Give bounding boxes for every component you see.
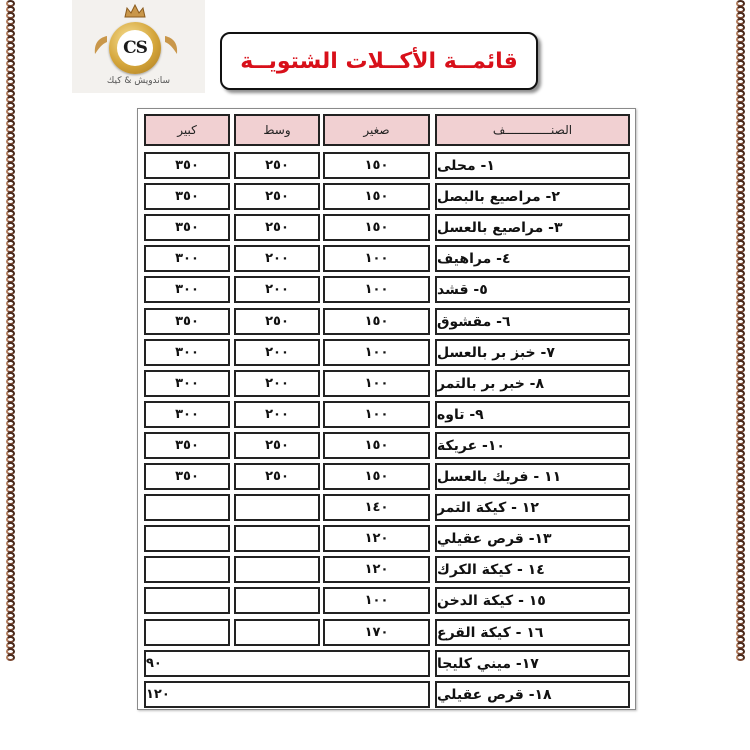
price-medium-cell bbox=[234, 556, 320, 583]
chain-link-icon bbox=[736, 654, 745, 661]
logo-letters: CS bbox=[117, 30, 153, 66]
header-large: كبير bbox=[144, 114, 230, 146]
price-medium-cell: ٢٠٠ bbox=[234, 276, 320, 303]
price-large-cell: ٣٠٠ bbox=[144, 245, 230, 272]
price-medium-cell: ٢٠٠ bbox=[234, 401, 320, 428]
price-small-cell: ١٠٠ bbox=[323, 587, 430, 614]
price-single-cell: ١٢٠ bbox=[144, 681, 430, 708]
price-large-cell: ٣٥٠ bbox=[144, 463, 230, 490]
price-medium-cell: ٢٥٠ bbox=[234, 463, 320, 490]
item-name-cell: ٦- مقشوق bbox=[435, 308, 630, 335]
price-large-cell bbox=[144, 619, 230, 646]
menu-table bbox=[137, 108, 636, 710]
price-large-cell bbox=[144, 494, 230, 521]
item-name-cell: ٤- مراهيف bbox=[435, 245, 630, 272]
price-medium-cell: ٢٥٠ bbox=[234, 432, 320, 459]
right-chain-border bbox=[733, 0, 747, 750]
price-large-cell bbox=[144, 587, 230, 614]
price-medium-cell: ٢٥٠ bbox=[234, 152, 320, 179]
price-small-cell: ١٢٠ bbox=[323, 525, 430, 552]
page-title: قائمــة الأكــلات الشتويــة bbox=[240, 48, 518, 74]
item-name-cell: ٥- قشد bbox=[435, 276, 630, 303]
price-medium-cell bbox=[234, 525, 320, 552]
price-small-cell: ١٠٠ bbox=[323, 245, 430, 272]
item-name-cell: ١٠- عريكة bbox=[435, 432, 630, 459]
right-wing-icon bbox=[164, 34, 180, 56]
price-small-cell: ١٥٠ bbox=[323, 432, 430, 459]
item-name-cell: ٨- خبر بر بالتمر bbox=[435, 370, 630, 397]
price-large-cell: ٣٥٠ bbox=[144, 308, 230, 335]
left-chain-border bbox=[3, 0, 17, 750]
item-name-cell: ٢- مراصيع بالبصل bbox=[435, 183, 630, 210]
item-name-cell: ١٥ - كيكة الدخن bbox=[435, 587, 630, 614]
brand-logo bbox=[72, 0, 205, 93]
item-name-cell: ٩- تاوه bbox=[435, 401, 630, 428]
price-small-cell: ١٠٠ bbox=[323, 370, 430, 397]
header-small: صغير bbox=[323, 114, 430, 146]
price-small-cell: ١٥٠ bbox=[323, 308, 430, 335]
left-wing-icon bbox=[92, 34, 108, 56]
logo-caption: ساندويش & كيك bbox=[106, 76, 171, 86]
price-medium-cell: ٢٥٠ bbox=[234, 308, 320, 335]
price-large-cell: ٣٠٠ bbox=[144, 276, 230, 303]
price-large-cell: ٣٥٠ bbox=[144, 183, 230, 210]
price-medium-cell: ٢٠٠ bbox=[234, 245, 320, 272]
item-name-cell: ٣- مراصيع بالعسل bbox=[435, 214, 630, 241]
chain-link-icon bbox=[6, 654, 15, 661]
price-small-cell: ١٠٠ bbox=[323, 339, 430, 366]
item-name-cell: ١٧- ميني كليجا bbox=[435, 650, 630, 677]
price-medium-cell: ٢٠٠ bbox=[234, 339, 320, 366]
price-large-cell: ٣٥٠ bbox=[144, 432, 230, 459]
price-medium-cell bbox=[234, 587, 320, 614]
item-name-cell: ١٣- قرص عقيلي bbox=[435, 525, 630, 552]
price-small-cell: ١٢٠ bbox=[323, 556, 430, 583]
item-name-cell: ١٦ - كيكة القرع bbox=[435, 619, 630, 646]
price-large-cell: ٣٥٠ bbox=[144, 214, 230, 241]
price-small-cell: ١٥٠ bbox=[323, 183, 430, 210]
price-medium-cell: ٢٥٠ bbox=[234, 214, 320, 241]
price-small-cell: ١٠٠ bbox=[323, 401, 430, 428]
price-large-cell: ٣٥٠ bbox=[144, 152, 230, 179]
title-box bbox=[220, 32, 538, 90]
price-large-cell: ٣٠٠ bbox=[144, 370, 230, 397]
price-small-cell: ١٥٠ bbox=[323, 152, 430, 179]
price-small-cell: ١٧٠ bbox=[323, 619, 430, 646]
price-large-cell: ٣٠٠ bbox=[144, 401, 230, 428]
item-name-cell: ١٢ - كيكة التمر bbox=[435, 494, 630, 521]
price-medium-cell: ٢٠٠ bbox=[234, 370, 320, 397]
item-name-cell: ١١ - فريك بالعسل bbox=[435, 463, 630, 490]
price-small-cell: ١٠٠ bbox=[323, 276, 430, 303]
price-single-cell: ٩٠ bbox=[144, 650, 430, 677]
header-medium: وسط bbox=[234, 114, 320, 146]
price-large-cell bbox=[144, 556, 230, 583]
item-name-cell: ١٤ - كيكة الكرك bbox=[435, 556, 630, 583]
price-large-cell: ٣٠٠ bbox=[144, 339, 230, 366]
price-medium-cell bbox=[234, 619, 320, 646]
item-name-cell: ١٨- قرص عقيلي bbox=[435, 681, 630, 708]
price-small-cell: ١٤٠ bbox=[323, 494, 430, 521]
price-small-cell: ١٥٠ bbox=[323, 463, 430, 490]
item-name-cell: ١- محلى bbox=[435, 152, 630, 179]
price-small-cell: ١٥٠ bbox=[323, 214, 430, 241]
crown-icon bbox=[124, 4, 146, 18]
price-medium-cell: ٢٥٠ bbox=[234, 183, 320, 210]
logo-emblem bbox=[109, 22, 161, 74]
item-name-cell: ٧- خبز بر بالعسل bbox=[435, 339, 630, 366]
header-item: الصنـــــــــــــف bbox=[435, 114, 630, 146]
price-large-cell bbox=[144, 525, 230, 552]
price-medium-cell bbox=[234, 494, 320, 521]
